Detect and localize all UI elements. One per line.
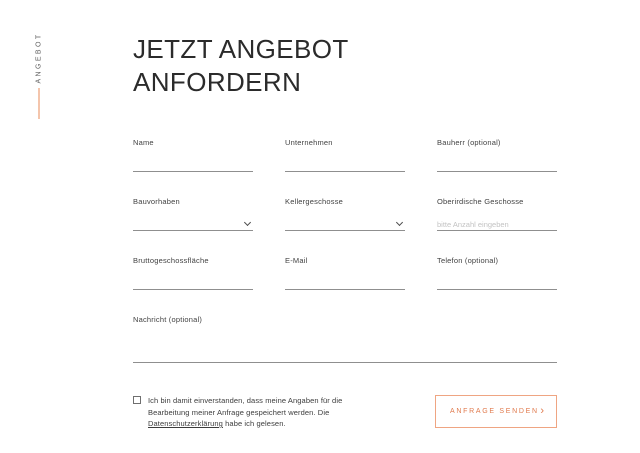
consent-text-after: habe ich gelesen. xyxy=(222,419,286,428)
field-telefon xyxy=(437,256,557,290)
field-name xyxy=(133,138,253,172)
consent-text xyxy=(148,395,371,430)
field-unternehmen-control xyxy=(285,160,405,172)
consent-text-before: Ich bin damit einverstanden, dass meine Angaben für die Bearbeitung meiner Anfrage gespeichert werden. Die xyxy=(148,396,343,417)
field-email-label: E-Mail xyxy=(285,256,308,265)
unternehmen-input[interactable] xyxy=(285,161,405,170)
field-telefon-control xyxy=(437,278,557,290)
page-title-line2: ANFORDERN xyxy=(133,67,302,97)
consent-checkbox[interactable] xyxy=(133,396,141,404)
field-oberirdische-geschosse xyxy=(437,197,557,231)
field-bruttogeschossflaeche-label: Bruttogeschossfläche xyxy=(133,256,209,265)
bauvorhaben-select[interactable] xyxy=(133,219,253,231)
accent-line xyxy=(38,88,40,119)
telefon-input[interactable] xyxy=(437,279,557,288)
field-bauherr xyxy=(437,138,557,172)
oberirdische-geschosse-input[interactable] xyxy=(437,220,557,229)
consent-row xyxy=(133,395,371,430)
field-telefon-label: Telefon (optional) xyxy=(437,256,499,265)
submit-request-label: ANFRAGE SENDEN xyxy=(450,408,539,415)
field-bauherr-control xyxy=(437,160,557,172)
field-name-control xyxy=(133,160,253,172)
chevron-down-icon xyxy=(244,219,251,226)
field-oberirdische-geschosse-label: Oberirdische Geschosse xyxy=(437,197,524,206)
field-unternehmen xyxy=(285,138,405,172)
field-nachricht-label: Nachricht (optional) xyxy=(133,315,203,324)
field-bauvorhaben-label: Bauvorhaben xyxy=(133,197,180,206)
privacy-policy-link[interactable]: Datenschutzerklärung xyxy=(148,419,223,428)
field-email xyxy=(285,256,405,290)
submit-request-button[interactable] xyxy=(435,395,557,428)
field-kellergeschosse-label: Kellergeschosse xyxy=(285,197,344,206)
field-bauvorhaben xyxy=(133,197,253,231)
page-title xyxy=(133,33,557,99)
section-vertical-label: ANGEBOT xyxy=(35,32,43,84)
bauherr-input[interactable] xyxy=(437,161,557,170)
email-input[interactable] xyxy=(285,279,405,288)
page-title-line1: JETZT ANGEBOT xyxy=(133,34,349,64)
quote-form-section xyxy=(133,33,557,430)
arrow-right-icon: › xyxy=(540,404,544,417)
field-nachricht-control xyxy=(133,337,557,363)
field-name-label: Name xyxy=(133,138,154,147)
form-footer xyxy=(133,395,557,430)
chevron-down-icon xyxy=(396,219,403,226)
field-oberirdische-geschosse-control xyxy=(437,219,557,231)
kellergeschosse-select[interactable] xyxy=(285,219,405,231)
field-bauherr-label: Bauherr (optional) xyxy=(437,138,501,147)
field-nachricht xyxy=(133,315,557,363)
quote-form xyxy=(133,138,557,363)
bruttogeschossflaeche-input[interactable] xyxy=(133,279,253,288)
field-bruttogeschossflaeche-control xyxy=(133,278,253,290)
field-kellergeschosse xyxy=(285,197,405,231)
field-unternehmen-label: Unternehmen xyxy=(285,138,333,147)
field-bruttogeschossflaeche xyxy=(133,256,253,290)
nachricht-input[interactable] xyxy=(133,352,557,361)
name-input[interactable] xyxy=(133,161,253,170)
field-email-control xyxy=(285,278,405,290)
